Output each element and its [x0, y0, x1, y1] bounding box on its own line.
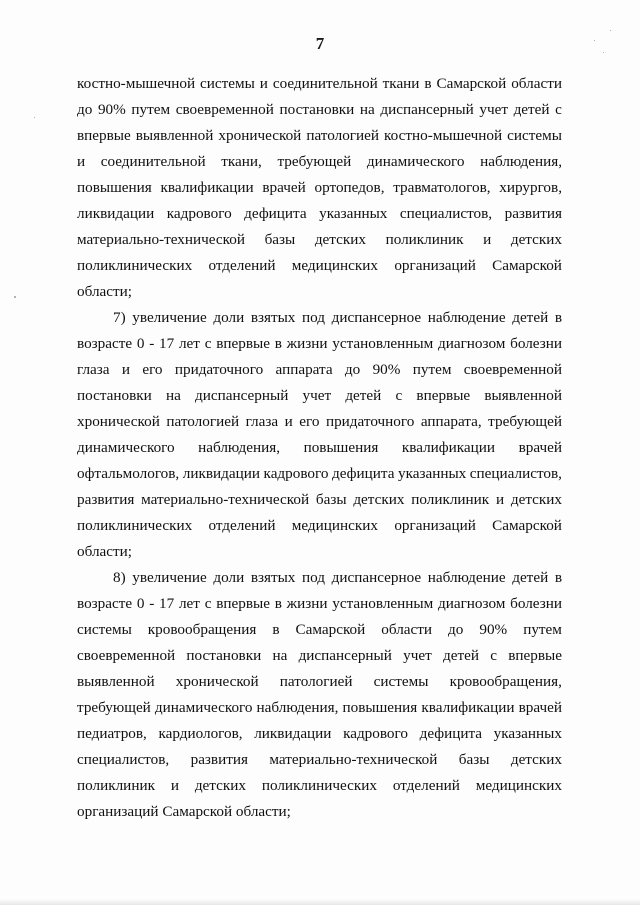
word: болезни	[510, 335, 562, 352]
word: динамического	[366, 153, 465, 170]
word: с	[555, 101, 562, 118]
word: диспансерный	[298, 647, 392, 664]
text-line	[77, 227, 562, 253]
word: детей	[513, 101, 550, 118]
word: жизни	[286, 335, 328, 352]
word: доли	[213, 569, 245, 586]
text-line-content: организаций Самарской области;	[77, 803, 291, 820]
word: материально-технической	[269, 751, 438, 768]
word: до	[448, 621, 464, 638]
word: системы	[200, 75, 255, 92]
text-line	[77, 123, 562, 149]
word: врачей	[518, 439, 562, 456]
word: ликвидации	[182, 465, 261, 482]
word: кардиологов,	[158, 725, 243, 742]
word: ткани,	[221, 153, 262, 170]
word: в	[274, 595, 282, 612]
word: взятых	[250, 569, 296, 586]
word: болезни	[510, 595, 562, 612]
text-line	[77, 409, 562, 435]
word: организаций	[394, 517, 476, 534]
word: отделений	[392, 777, 460, 794]
word: наблюдения,	[198, 439, 281, 456]
word: на	[165, 387, 181, 404]
word: повышения	[303, 439, 379, 456]
word: дефицита	[244, 205, 307, 222]
word: врачей	[518, 699, 562, 716]
word: ликвидации	[77, 205, 155, 222]
word: поликлинических	[261, 777, 377, 794]
word: врачей	[262, 179, 306, 196]
word: медицинских	[291, 257, 379, 274]
word: костно-мышечной	[384, 127, 503, 144]
word: впервые	[216, 335, 270, 352]
text-line-content: области;	[77, 283, 132, 300]
scan-speck	[34, 117, 35, 118]
word: диагнозом	[437, 595, 506, 612]
word: выявленной	[135, 127, 214, 144]
text-line	[77, 305, 562, 331]
word: в	[272, 621, 280, 638]
word: с	[204, 335, 212, 352]
word: его	[142, 361, 163, 378]
word: системы	[77, 621, 132, 638]
word: лет	[178, 335, 200, 352]
word: возрасте	[77, 595, 133, 612]
word: установленным	[332, 595, 434, 612]
word: путем	[131, 101, 171, 118]
word: повышения	[342, 699, 418, 716]
word: путем	[412, 361, 452, 378]
word: глаза	[245, 413, 279, 430]
text-line	[77, 695, 562, 721]
word: впервые	[77, 127, 131, 144]
word: системы	[373, 673, 429, 690]
page-number: 7	[315, 34, 325, 53]
text-line	[77, 643, 562, 669]
word: с	[204, 595, 212, 612]
text-line	[77, 149, 562, 175]
word: отделений	[208, 257, 276, 274]
word: области	[511, 75, 562, 92]
scan-speck	[594, 40, 595, 41]
word: 17	[159, 595, 175, 612]
word: до	[344, 361, 361, 378]
word: придаточного	[325, 413, 415, 430]
word: Самарской	[436, 75, 507, 92]
word: увеличение	[132, 309, 207, 326]
word: до	[77, 101, 93, 118]
word: развития	[190, 751, 248, 768]
word: дефицита	[419, 725, 483, 742]
word: диспансерный	[380, 101, 474, 118]
word: доли	[213, 309, 245, 326]
word: учет	[302, 387, 332, 404]
text-line	[77, 435, 562, 461]
word: диспансерное	[331, 309, 422, 326]
word: материально-технической	[141, 491, 310, 508]
word: 7)	[113, 309, 126, 326]
word: и	[170, 777, 179, 794]
word: и	[483, 231, 492, 248]
word: динамического	[154, 699, 253, 716]
word: указанных	[493, 725, 562, 742]
word: базы	[264, 231, 296, 248]
text-line	[77, 669, 562, 695]
word: детских	[194, 777, 246, 794]
scan-speck	[14, 296, 16, 298]
word: ортопедов,	[314, 179, 385, 196]
word: с	[395, 387, 403, 404]
word: в	[274, 335, 282, 352]
word: указанных	[319, 205, 388, 222]
text-line	[77, 773, 562, 799]
word: выявленной	[484, 387, 562, 404]
word: кровообращения	[147, 621, 257, 638]
word: возрасте	[77, 335, 133, 352]
word: путем	[523, 621, 562, 638]
word: детских	[353, 491, 405, 508]
word: его	[299, 413, 320, 430]
word: детей	[512, 569, 549, 586]
word: и	[259, 75, 268, 92]
word: 8)	[113, 569, 126, 586]
text-line	[77, 357, 562, 383]
word: кадрового	[166, 205, 232, 222]
word: установленным	[332, 335, 434, 352]
word: диспансерный	[195, 387, 289, 404]
word: материально-технической	[77, 231, 245, 248]
word: квалификации	[421, 699, 515, 716]
word: поликлиник	[77, 777, 155, 794]
word: и	[495, 491, 505, 508]
word: соединительной	[272, 75, 378, 92]
word: под	[302, 569, 326, 586]
word: детских	[510, 491, 562, 508]
word: специалистов,	[77, 751, 170, 768]
word: своевременной	[77, 647, 176, 664]
word: своевременной	[463, 361, 562, 378]
word: повышения	[77, 179, 152, 196]
word: на	[272, 647, 288, 664]
text-line	[77, 513, 562, 539]
word: 90%	[97, 101, 126, 118]
word: постановки	[77, 387, 152, 404]
word: детей	[442, 647, 479, 664]
word: лет	[178, 595, 200, 612]
text-line	[77, 591, 562, 617]
word: организаций	[394, 257, 476, 274]
word: кадрового	[343, 725, 408, 742]
word: наблюдение	[427, 309, 506, 326]
word: постановки	[279, 101, 355, 118]
word: области	[381, 621, 433, 638]
word: впервые	[416, 387, 471, 404]
word: учет	[479, 101, 508, 118]
word: базы	[458, 751, 490, 768]
word: наблюдение	[427, 569, 506, 586]
word: увеличение	[132, 569, 207, 586]
word: жизни	[286, 595, 328, 612]
word: требующей	[488, 413, 562, 430]
word: требующей	[77, 699, 151, 716]
text-line	[77, 175, 562, 201]
word: хирургов,	[499, 179, 562, 196]
text-line	[77, 97, 562, 123]
word: отделений	[208, 517, 276, 534]
word: травматологов,	[393, 179, 491, 196]
word: и	[121, 361, 130, 378]
document-body	[77, 71, 562, 825]
word: поликлинических	[77, 257, 193, 274]
word: диспансерное	[331, 569, 422, 586]
word: педиатров,	[77, 725, 147, 742]
word: кровообращения,	[449, 673, 562, 690]
word: в	[554, 569, 562, 586]
text-line	[77, 617, 562, 643]
word: квалификации	[160, 179, 254, 196]
word: патологией	[306, 127, 380, 144]
word: учет	[403, 647, 432, 664]
text-line	[77, 461, 562, 487]
word: развития	[504, 205, 562, 222]
text-line	[77, 279, 562, 305]
text-line	[77, 539, 562, 565]
word: наблюдения,	[480, 153, 562, 170]
word: хронической	[218, 127, 302, 144]
word: в	[424, 75, 432, 92]
word: офтальмологов,	[77, 465, 180, 482]
word: аппарата	[275, 361, 333, 378]
word: детских	[314, 231, 366, 248]
scan-speck	[603, 52, 604, 53]
word: 17	[159, 335, 175, 352]
word: и	[284, 413, 293, 430]
word: детских	[510, 231, 562, 248]
text-line	[77, 383, 562, 409]
word: -	[149, 595, 155, 612]
word: медицинских	[475, 777, 562, 794]
word: специалистов,	[469, 465, 562, 482]
text-line-content: области;	[77, 543, 132, 560]
word: 0	[136, 335, 145, 352]
text-line	[77, 201, 562, 227]
word: специалистов,	[399, 205, 493, 222]
word: ликвидации	[254, 725, 332, 742]
word: медицинских	[291, 517, 379, 534]
word: впервые	[508, 647, 562, 664]
word: 90%	[479, 621, 508, 638]
word: -	[149, 335, 155, 352]
word: 0	[136, 595, 145, 612]
word: динамического	[77, 439, 175, 456]
word: 90%	[372, 361, 401, 378]
word: на	[359, 101, 375, 118]
word: Самарской	[492, 257, 562, 274]
word: в	[554, 309, 562, 326]
word: кадрового	[263, 465, 329, 482]
word: поликлиник	[411, 491, 490, 508]
text-line	[77, 253, 562, 279]
word: своевременной	[175, 101, 274, 118]
word: впервые	[216, 595, 270, 612]
text-line	[77, 487, 562, 513]
word: поликлинических	[77, 517, 193, 534]
scan-edge	[0, 899, 640, 905]
text-line	[77, 799, 562, 825]
word: развития	[77, 491, 135, 508]
scan-speck	[610, 30, 611, 31]
word: соединительной	[100, 153, 206, 170]
word: постановки	[186, 647, 262, 664]
word: придаточного	[174, 361, 264, 378]
word: взятых	[250, 309, 296, 326]
word: детских	[510, 751, 562, 768]
text-line	[77, 721, 562, 747]
word: системы	[507, 127, 562, 144]
word: выявленной	[77, 673, 155, 690]
word: наблюдения,	[256, 699, 339, 716]
word: патологией	[279, 673, 353, 690]
word: базы	[315, 491, 347, 508]
word: ткани	[382, 75, 420, 92]
word: детей	[345, 387, 382, 404]
word: Самарской	[295, 621, 366, 638]
word: хронической	[77, 413, 160, 430]
word: аппарата,	[420, 413, 482, 430]
word: глаза	[77, 361, 110, 378]
word: хронической	[175, 673, 259, 690]
word: под	[302, 309, 326, 326]
word: Самарской	[492, 517, 562, 534]
text-line	[77, 331, 562, 357]
word: патологией	[166, 413, 240, 430]
word: квалификации	[401, 439, 496, 456]
word: детей	[512, 309, 549, 326]
word: диагнозом	[437, 335, 506, 352]
word: с	[490, 647, 497, 664]
word: костно-мышечной	[77, 75, 196, 92]
word: требующей	[277, 153, 352, 170]
word: указанных	[397, 465, 467, 482]
word: поликлиник	[385, 231, 464, 248]
text-line	[77, 565, 562, 591]
word: и	[77, 153, 86, 170]
text-line	[77, 71, 562, 97]
word: дефицита	[332, 465, 395, 482]
text-line	[77, 747, 562, 773]
